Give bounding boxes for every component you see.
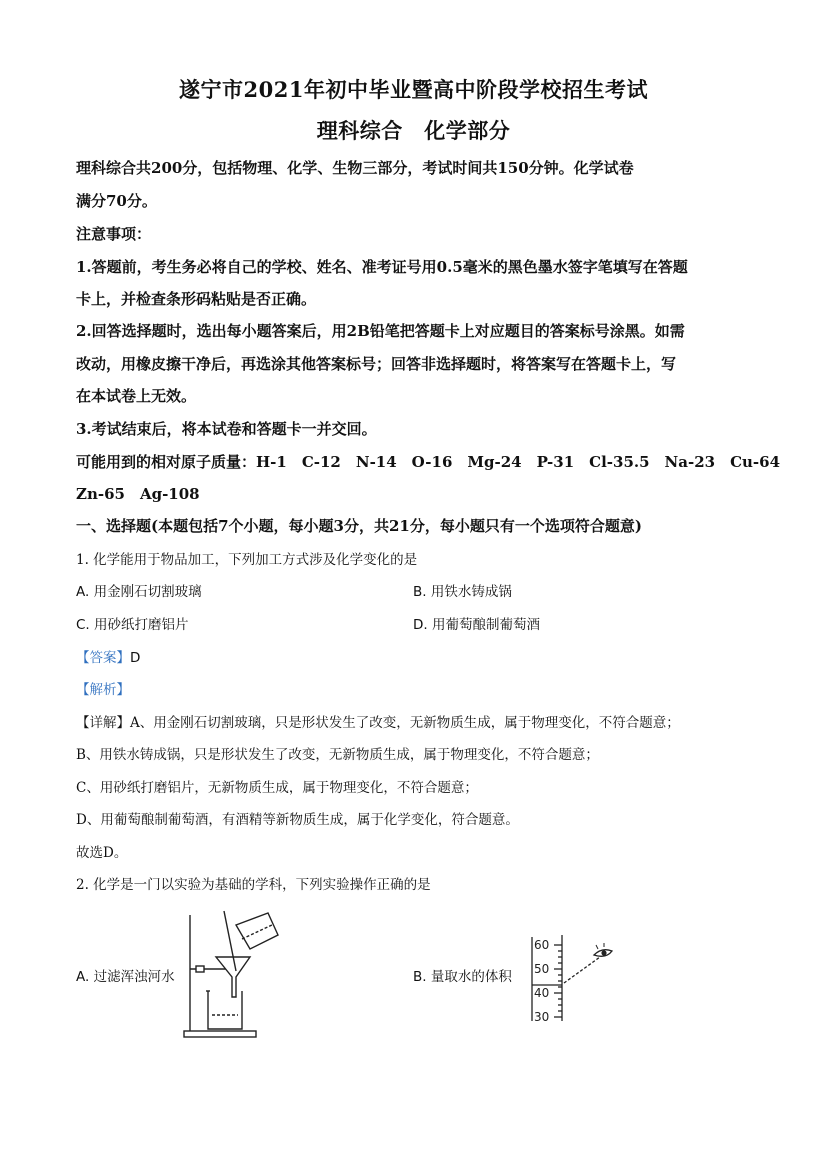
graduated-cylinder-figure — [528, 933, 618, 1023]
note-1-line-1: 1.答题前，考生务必将自己的学校、姓名、准考证号用0.5毫米的黑色墨水签字笔填写在答题 — [76, 258, 688, 276]
q2-stem: 2. 化学是一门以实验为基础的学科，下列实验操作正确的是 — [76, 877, 431, 893]
q2-option-a: A. 过滤浑浊河水 — [76, 969, 175, 985]
atomic-masses-line-2: Zn-65 Ag-108 — [76, 485, 200, 503]
q1-conclusion: 故选D。 — [76, 845, 128, 861]
q1-detail-a — [76, 711, 680, 731]
q1-stem: 1. 化学能用于物品加工，下列加工方式涉及化学变化的是 — [76, 552, 418, 568]
detail-a-text: A、用金刚石切割玻璃，只是形状发生了改变，无新物质生成，属于物理变化，不符合题意； — [130, 715, 680, 731]
q1-detail-c: C、用砂纸打磨铝片，无新物质生成，属于物理变化，不符合题意； — [76, 780, 478, 796]
q1-analysis-tag: 【解析】 — [76, 682, 130, 698]
detail-tag: 【详解】 — [76, 715, 130, 731]
cylinder-tick-60: 60 — [534, 938, 550, 952]
q1-detail-d: D、用葡萄酿制葡萄酒，有酒精等新物质生成，属于化学变化，符合题意。 — [76, 812, 519, 828]
q1-option-c: C. 用砂纸打磨铝片 — [76, 617, 189, 633]
answer-value: D — [130, 650, 141, 666]
note-2-line-1: 2.回答选择题时，选出每小题答案后，用2B铅笔把答题卡上对应题目的答案标号涂黑。如需 — [76, 322, 685, 340]
eye-icon — [594, 943, 612, 956]
filtration-apparatus-figure — [180, 905, 290, 1040]
answer-tag: 【答案】 — [76, 650, 130, 666]
notes-heading: 注意事项： — [76, 225, 152, 243]
q1-option-a: A. 用金刚石切割玻璃 — [76, 584, 202, 600]
q1-option-d: D. 用葡萄酿制葡萄酒 — [413, 617, 540, 633]
q2-option-b: B. 量取水的体积 — [413, 969, 512, 985]
section-1-heading: 一、选择题(本题包括7个小题，每小题3分，共21分，每小题只有一个选项符合题意) — [76, 517, 642, 535]
intro-line-2: 满分70分。 — [76, 192, 157, 210]
note-2-line-2: 改动，用橡皮擦干净后，再选涂其他答案标号；回答非选择题时，将答案写在答题卡上，写 — [76, 355, 677, 373]
q1-answer — [76, 646, 140, 666]
cylinder-tick-40: 40 — [534, 986, 550, 1000]
q1-option-b: B. 用铁水铸成锅 — [413, 584, 512, 600]
note-3: 3.考试结束后，将本试卷和答题卡一并交回。 — [76, 420, 377, 438]
note-2-line-3: 在本试卷上无效。 — [76, 387, 197, 405]
atomic-masses-line-1: 可能用到的相对原子质量：H-1 C-12 N-14 O-16 Mg-24 P-31 Cl-35.5 Na-23 Cu-64 — [76, 453, 781, 471]
cylinder-tick-30: 30 — [534, 1010, 550, 1023]
page-title: 遂宁市2021年初中毕业暨高中阶段学校招生考试 — [179, 77, 648, 102]
note-1-line-2: 卡上，并检查条形码粘贴是否正确。 — [76, 290, 317, 308]
cylinder-tick-50: 50 — [534, 962, 550, 976]
intro-line-1: 理科综合共200分，包括物理、化学、生物三部分，考试时间共150分钟。化学试卷 — [76, 159, 634, 177]
q1-detail-b: B、用铁水铸成锅，只是形状发生了改变，无新物质生成，属于物理变化，不符合题意； — [76, 747, 599, 763]
page-subtitle: 理科综合 化学部分 — [316, 118, 511, 143]
